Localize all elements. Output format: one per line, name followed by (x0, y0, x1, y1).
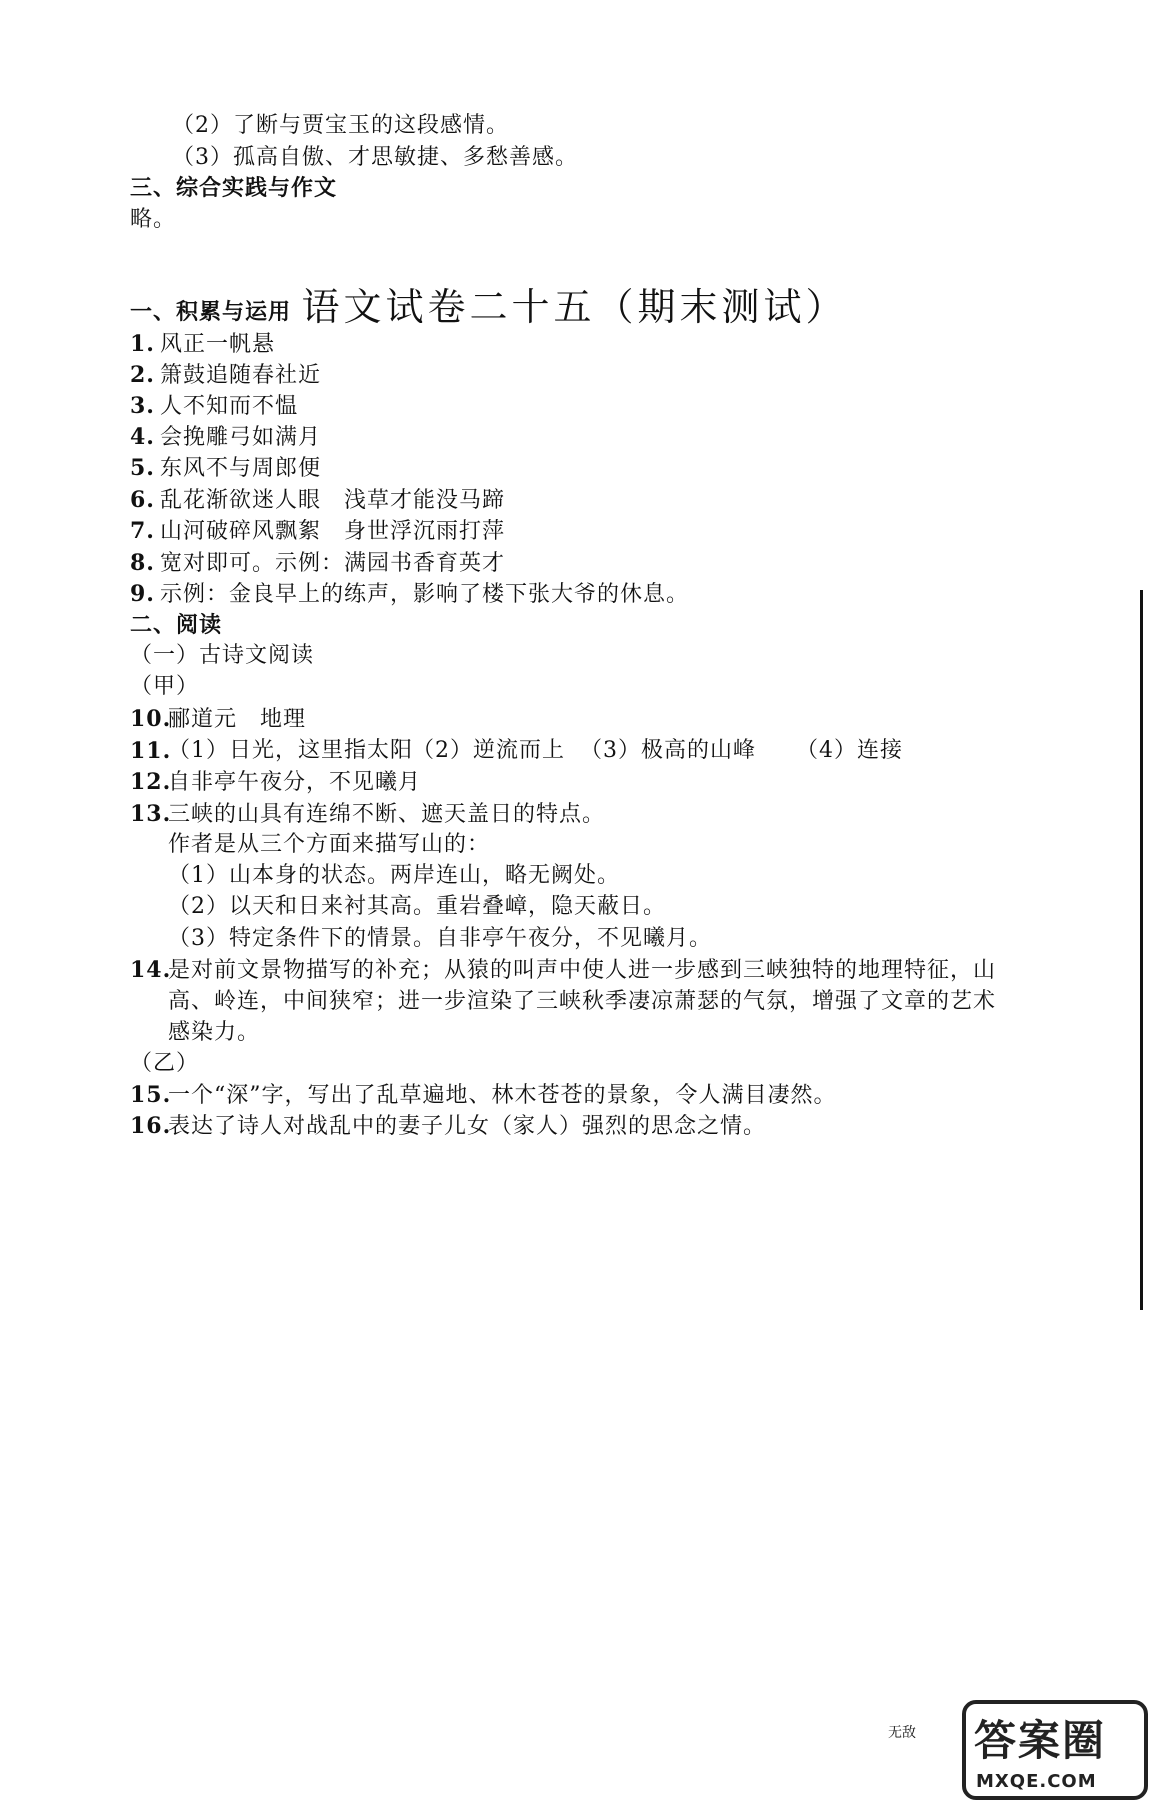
question-item (130, 956, 996, 985)
question-number: 3. (130, 393, 155, 419)
question-item (130, 737, 172, 766)
answer-text: 山河破碎风飘絮 身世浮沉雨打萍 (160, 519, 506, 544)
answer-text: 表达了诗人对战乱中的妻子儿女（家人）强烈的思念之情。 (168, 1114, 767, 1139)
answer-text: 是对前文景物描写的补充；从猿的叫声中使人进一步感到三峡独特的地理特征，山 (168, 958, 997, 983)
question-item (130, 705, 306, 734)
answer-text: 乱花渐欲迷人眼 浅草才能没马蹄 (160, 488, 506, 513)
answer-text: 东风不与周郎便 (160, 456, 322, 481)
answer-line: （2）了断与贾宝玉的这段感情。 (172, 113, 509, 138)
question-item (130, 768, 421, 797)
answer-text: 郦道元 地理 (168, 707, 307, 732)
question-number: 4. (130, 424, 155, 450)
footer-mark: 无敌 (888, 1725, 916, 1741)
section-heading: 二、阅读 (130, 612, 223, 638)
page-title: 语文试卷二十五（期末测试） (301, 285, 848, 329)
answer-text: 风正一帆悬 (160, 332, 276, 357)
logo-url: MXQE.COM (976, 1771, 1097, 1792)
question-number: 10. (130, 706, 172, 732)
subsection-heading: （一）古诗文阅读 (130, 643, 315, 668)
subsection-label: （甲） (130, 674, 200, 699)
question-number: 9. (130, 581, 155, 607)
answer-text: 人不知而不愠 (160, 394, 299, 419)
answer-line: 高、岭连，中间狭窄；进一步渲染了三峡秋季凄凉萧瑟的气氛，增强了文章的艺术 (168, 989, 997, 1014)
answer-text: （3）极高的山峰 (580, 738, 756, 763)
subsection-label: （乙） (130, 1051, 200, 1076)
question-number: 6. (130, 487, 155, 513)
question-item (130, 361, 321, 390)
answer-line: 感染力。 (168, 1020, 261, 1045)
question-number: 2. (130, 362, 155, 388)
answer-line: 略。 (130, 207, 177, 232)
question-number: 15. (130, 1082, 172, 1108)
question-number: 13. (130, 801, 172, 827)
question-item (130, 1081, 837, 1110)
question-number: 7. (130, 518, 155, 544)
question-item (130, 517, 505, 546)
question-item (130, 549, 505, 578)
question-item (130, 423, 321, 452)
answer-text: （1）日光，这里指太阳 (168, 738, 413, 763)
section-heading: 三、综合实践与作文 (130, 175, 338, 201)
answer-line: （3）特定条件下的情景。自非亭午夜分，不见曦月。 (168, 926, 712, 951)
question-number: 14. (130, 957, 172, 983)
answer-line: （2）以天和日来衬其高。重岩叠嶂，隐天蔽日。 (168, 894, 666, 919)
question-number: 5. (130, 455, 155, 481)
question-item (130, 486, 505, 515)
answer-line: （1）山本身的状态。两岸连山，略无阙处。 (168, 863, 620, 888)
answer-text: （2）逆流而上 (412, 738, 565, 763)
question-item (130, 1112, 766, 1141)
answer-text: 宽对即可。示例：满园书香育英才 (160, 551, 506, 576)
answer-text: 一个“深”字，写出了乱草遍地、林木苍苍的景象，令人满目凄然。 (168, 1083, 837, 1108)
section-heading: 一、积累与运用 (130, 299, 292, 325)
page-edge-line (1140, 590, 1143, 1310)
answer-text: 三峡的山具有连绵不断、遮天盖日的特点。 (168, 802, 606, 827)
answer-line: 作者是从三个方面来描写山的： (168, 832, 491, 857)
question-item (130, 330, 275, 359)
question-number: 16. (130, 1113, 172, 1139)
question-number: 8. (130, 550, 155, 576)
answer-text: 自非亭午夜分，不见曦月 (168, 770, 422, 795)
answer-line: （3）孤高自傲、才思敏捷、多愁善感。 (172, 145, 578, 170)
answer-text: 箫鼓追随春社近 (160, 363, 322, 388)
answer-text: （4）连接 (796, 738, 903, 763)
question-number: 1. (130, 331, 155, 357)
logo-text: 答案圈 (974, 1716, 1107, 1765)
question-item (130, 580, 689, 609)
question-item (130, 454, 321, 483)
answer-text: 示例：金良早上的练声，影响了楼下张大爷的休息。 (160, 582, 690, 607)
answer-text: 会挽雕弓如满月 (160, 425, 322, 450)
watermark-logo (962, 1700, 1148, 1800)
question-item (130, 800, 605, 829)
question-number: 12. (130, 769, 172, 795)
question-item (130, 392, 298, 421)
question-number: 11. (130, 738, 172, 764)
